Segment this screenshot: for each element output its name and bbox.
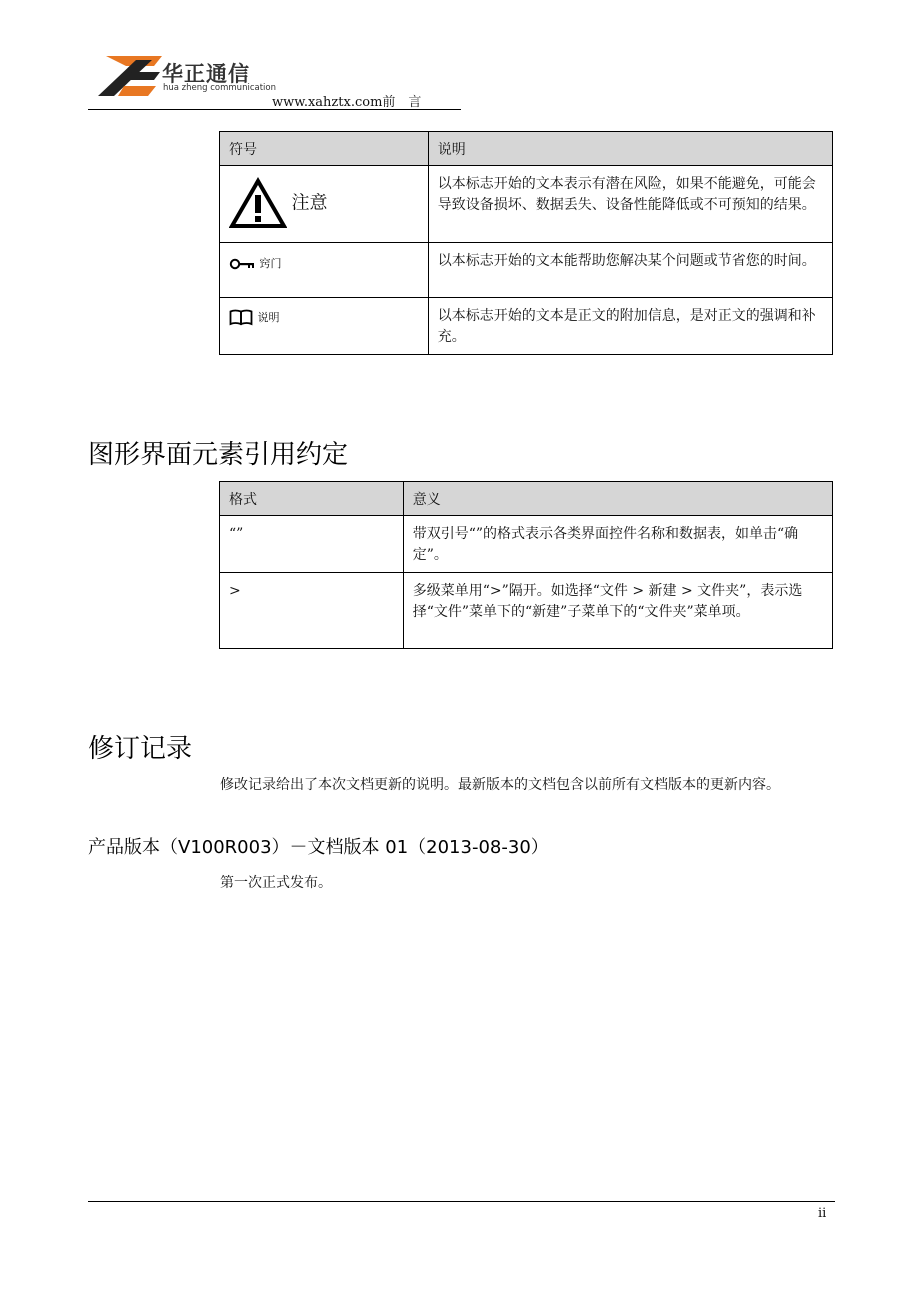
meaning-cell: 多级菜单用“>”隔开。如选择“文件 > 新建 > 文件夹”，表示选择“文件”菜单下的“新建”子菜单下的“文件夹”菜单项。 <box>403 573 832 649</box>
table-row <box>220 298 833 355</box>
section-title-gui: 图形界面元素引用约定 <box>88 440 349 470</box>
format-cell: > <box>220 573 404 649</box>
key-icon <box>229 258 255 270</box>
logo-text-en: hua zheng communication <box>163 83 276 93</box>
revision-intro: 修改记录给出了本次文档更新的说明。最新版本的文档包含以前所有文档版本的更新内容。 <box>220 777 780 793</box>
table-row <box>220 573 833 649</box>
symbol-cell <box>220 166 429 243</box>
symbol-cell <box>220 243 429 298</box>
logo-text-cn: 华正通信 <box>162 62 250 86</box>
column-header: 符号 <box>220 132 429 166</box>
version-note: 第一次正式发布。 <box>220 875 332 891</box>
section-title-revision: 修订记录 <box>88 734 193 764</box>
table-row <box>220 243 833 298</box>
description-cell: 以本标志开始的文本是正文的附加信息，是对正文的强调和补充。 <box>428 298 832 355</box>
description-cell: 以本标志开始的文本表示有潜在风险，如果不能避免，可能会导致设备损坏、数据丢失、设备性能降低或不可预知的结果。 <box>428 166 832 243</box>
column-header: 格式 <box>220 482 404 516</box>
format-cell: “” <box>220 516 404 573</box>
footer-divider <box>88 1201 835 1202</box>
warning-triangle-icon <box>229 177 287 229</box>
table-header-row <box>220 482 833 516</box>
table-header-row <box>220 132 833 166</box>
column-header: 意义 <box>403 482 832 516</box>
table-row <box>220 516 833 573</box>
symbol-label: 说明 <box>257 311 280 324</box>
symbol-label: 注意 <box>291 192 328 214</box>
symbol-cell <box>220 298 429 355</box>
page-number: ii <box>818 1206 827 1221</box>
column-header: 说明 <box>428 132 832 166</box>
description-cell: 以本标志开始的文本能帮助您解决某个问题或节省您的时间。 <box>428 243 832 298</box>
header-url: www.xahztx.com前 言 <box>272 95 422 110</box>
meaning-cell: 带双引号“”的格式表示各类界面控件名称和数据表，如单击“确定”。 <box>403 516 832 573</box>
book-icon <box>229 309 253 326</box>
version-heading: 产品版本（V100R003）－文档版本 01（2013-08-30） <box>88 837 549 858</box>
table-row <box>220 166 833 243</box>
gui-conventions-table <box>219 481 833 649</box>
symbol-label: 窍门 <box>259 257 282 270</box>
header-divider <box>88 109 461 110</box>
symbols-table <box>219 131 833 355</box>
